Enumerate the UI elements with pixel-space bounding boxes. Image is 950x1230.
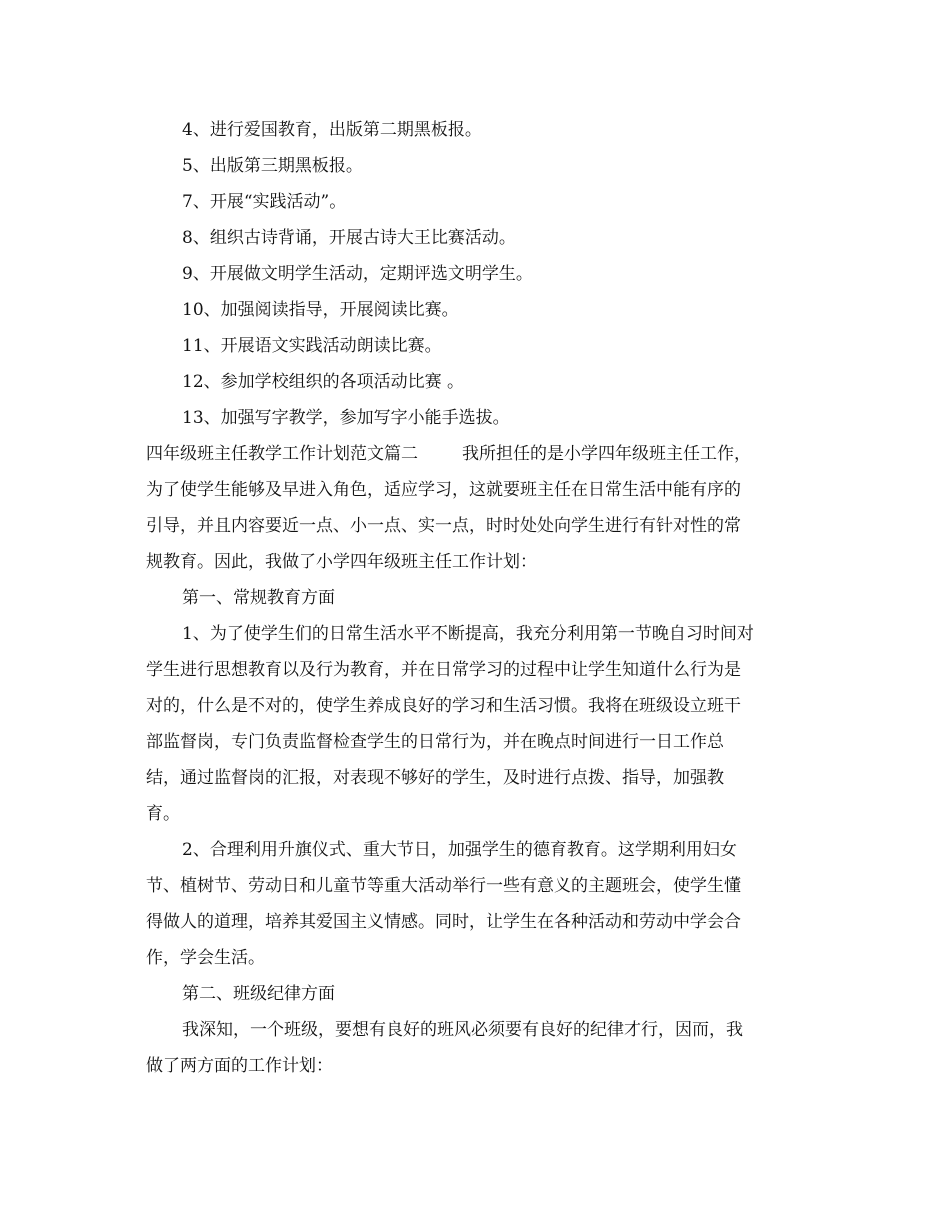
discipline-paragraph-1 [146, 1012, 806, 1084]
paragraph-line: 对的，什么是不对的，使学生养成良好的学习和生活习惯。我将在班级设立班干 [146, 696, 741, 716]
article [146, 436, 806, 1084]
list-item: 12、参加学校组织的各项活动比赛 。 [182, 372, 465, 392]
section-heading-routine: 第一、常规教育方面 [182, 588, 335, 608]
paragraph-line: 部监督岗，专门负责监督检查学生的日常行为，并在晚点时间进行一日工作总 [146, 732, 724, 752]
list-item: 10、加强阅读指导，开展阅读比赛。 [182, 300, 459, 320]
paragraph-line: 节、植树节、劳动日和儿童节等重大活动举行一些有意义的主题班会，使学生懂 [146, 876, 741, 896]
paragraph-line: 我深知，一个班级，要想有良好的班风必须要有良好的纪律才行，因而，我 [182, 1020, 743, 1040]
intro-first-line: 我所担任的是小学四年级班主任工作， [462, 444, 751, 464]
article-title-line [146, 436, 806, 472]
article-title: 四年级班主任教学工作计划范文篇二 [146, 444, 418, 464]
paragraph-line: 做了两方面的工作计划： [146, 1056, 333, 1076]
section-heading-discipline: 第二、班级纪律方面 [182, 984, 335, 1004]
list-item: 13、加强写字教学，参加写字小能手选拔。 [182, 408, 510, 428]
intro-line: 为了使学生能够及早进入角色，适应学习，这就要班主任在日常生活中能有序的 [146, 480, 741, 500]
paragraph-line: 1、为了使学生们的日常生活水平不断提高，我充分利用第一节晚自习时间对 [182, 624, 754, 644]
paragraph-line: 2、合理利用升旗仪式、重大节日，加强学生的德育教育。这学期利用妇女 [182, 840, 737, 860]
routine-paragraph-1 [146, 616, 806, 832]
intro-line: 引导，并且内容要近一点、小一点、实一点，时时处处向学生进行有针对性的常 [146, 516, 741, 536]
paragraph-line: 作，学会生活。 [146, 948, 265, 968]
paragraph-line: 育。 [146, 804, 180, 824]
document-page [146, 112, 806, 1084]
list-item: 5、出版第三期黑板报。 [182, 156, 363, 176]
list-item: 7、开展“实践活动”。 [182, 192, 347, 212]
list-item: 9、开展做文明学生活动，定期评选文明学生。 [182, 264, 533, 284]
paragraph-line: 得做人的道理，培养其爱国主义情感。同时，让学生在各种活动和劳动中学会合 [146, 912, 741, 932]
list-item: 4、进行爱国教育，出版第二期黑板报。 [182, 120, 482, 140]
list-item: 11、开展语文实践活动朗读比赛。 [182, 336, 442, 356]
paragraph-line: 结，通过监督岗的汇报，对表现不够好的学生，及时进行点拨、指导，加强教 [146, 768, 724, 788]
activity-list [146, 112, 806, 436]
list-item: 8、组织古诗背诵，开展古诗大王比赛活动。 [182, 228, 516, 248]
intro-line: 规教育。因此，我做了小学四年级班主任工作计划： [146, 552, 537, 572]
routine-paragraph-2 [146, 832, 806, 976]
paragraph-line: 学生进行思想教育以及行为教育，并在日常学习的过程中让学生知道什么行为是 [146, 660, 741, 680]
